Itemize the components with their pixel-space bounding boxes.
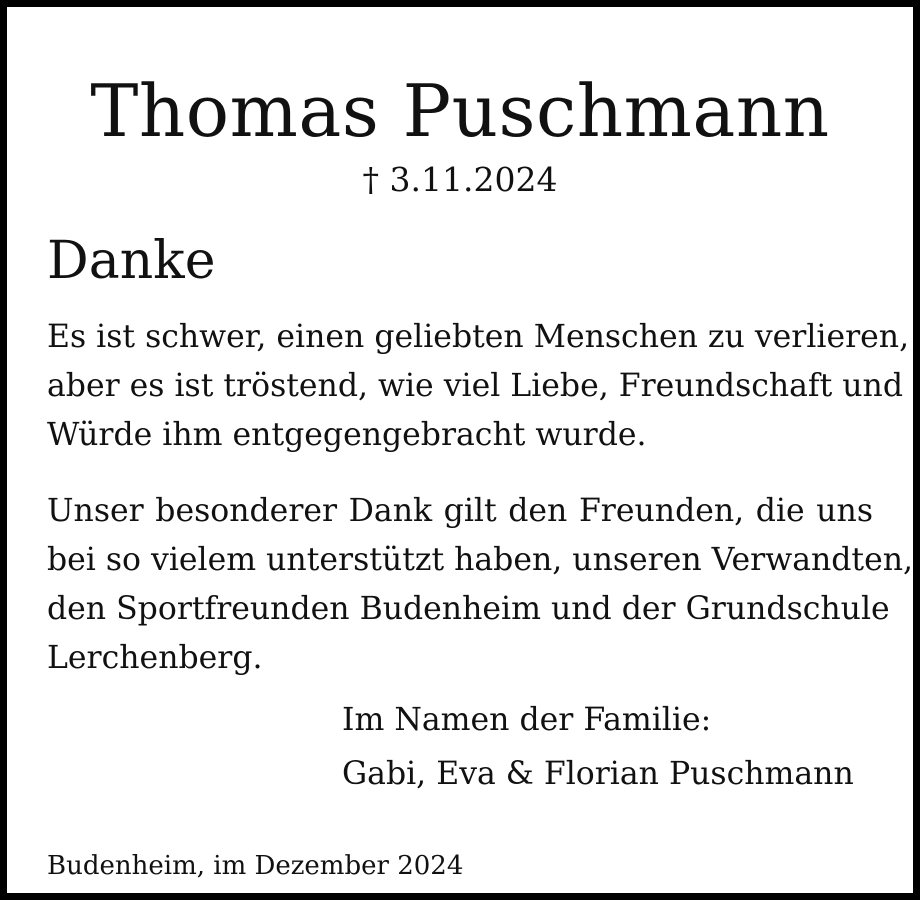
thanks-paragraph-2	[47, 487, 914, 683]
thanks-heading: Danke	[47, 231, 216, 291]
deceased-name: Thomas Puschmann	[90, 69, 830, 153]
signature-intro: Im Namen der Familie:	[342, 702, 712, 738]
paragraph-line: aber es ist tröstend, wie viel Liebe, Freundschaft und	[47, 368, 904, 404]
thanks-paragraph-1	[47, 313, 910, 460]
paragraph-line: Unser besonderer Dank gilt den Freunden, die uns	[47, 493, 873, 529]
death-date-line	[7, 160, 913, 199]
cross-icon: †	[362, 160, 380, 199]
paragraph-line: bei so vielem unterstützt haben, unseren Verwandten,	[47, 542, 914, 578]
paragraph-line: Es ist schwer, einen geliebten Menschen zu verlieren,	[47, 319, 910, 355]
paragraph-line: Lerchenberg.	[47, 640, 263, 676]
place-and-date: Budenheim, im Dezember 2024	[47, 851, 464, 881]
death-date: 3.11.2024	[389, 160, 558, 199]
paragraph-line: den Sportfreunden Budenheim und der Grundschule	[47, 591, 890, 627]
signature-names: Gabi, Eva & Florian Puschmann	[342, 756, 854, 792]
paragraph-line: Würde ihm entgegengebracht wurde.	[47, 417, 647, 453]
